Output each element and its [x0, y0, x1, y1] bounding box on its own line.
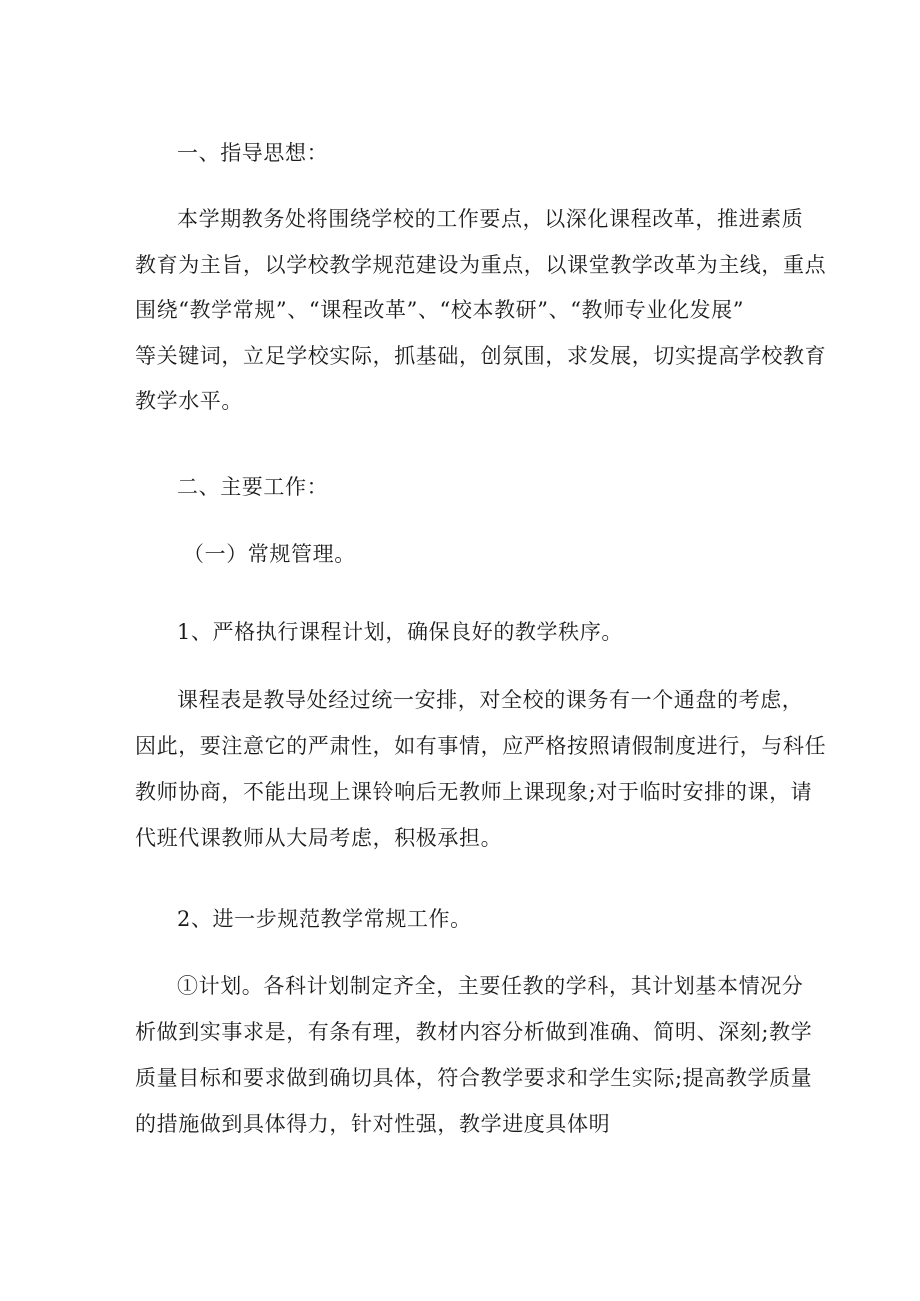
section-1-paragraph-line: 等关键词，立足学校实际，抓基础，创氛围，求发展，切实提高学校教育	[135, 344, 827, 368]
item-2-paragraph-line: ①计划。各科计划制定齐全，主要任教的学科，其计划基本情况分	[177, 974, 804, 998]
section-1-paragraph-line: 本学期教务处将围绕学校的工作要点，以深化课程改革，推进素质	[177, 207, 804, 231]
item-2-paragraph-line: 的措施做到具体得力，针对性强，教学进度具体明	[135, 1112, 611, 1136]
item-1-paragraph-line: 因此，要注意它的严肃性，如有事情，应严格按照请假制度进行，与科任	[135, 734, 827, 758]
item-2-paragraph-line: 析做到实事求是，有条有理，教材内容分析做到准确、简明、深刻;教学	[135, 1020, 813, 1044]
section-2-subheading: （一）常规管理。	[183, 542, 356, 566]
item-1-title: 1、严格执行课程计划，确保良好的教学秩序。	[177, 620, 623, 644]
item-2-title: 2、进一步规范教学常规工作。	[177, 907, 472, 931]
section-1-paragraph-line: 教育为主旨，以学校教学规范建设为重点，以课堂教学改革为主线，重点	[135, 253, 827, 277]
item-1-paragraph-line: 代班代课教师从大局考虑，积极承担。	[135, 826, 503, 850]
section-1-paragraph-line: 教学水平。	[135, 389, 243, 413]
item-1-paragraph-line: 课程表是教导处经过统一安排，对全校的课务有一个通盘的考虑，	[177, 688, 804, 712]
item-1-paragraph-line: 教师协商，不能出现上课铃响后无教师上课现象;对于临时安排的课，请	[135, 780, 813, 804]
section-1-heading: 一、指导思想：	[177, 141, 329, 165]
item-2-paragraph-line: 质量目标和要求做到确切具体，符合教学要求和学生实际;提高教学质量	[135, 1066, 813, 1090]
section-2-heading: 二、主要工作：	[177, 475, 329, 499]
section-1-paragraph-line: 围绕“教学常规”、“课程改革”、“校本教研”、“教师专业化发展”	[135, 298, 745, 322]
